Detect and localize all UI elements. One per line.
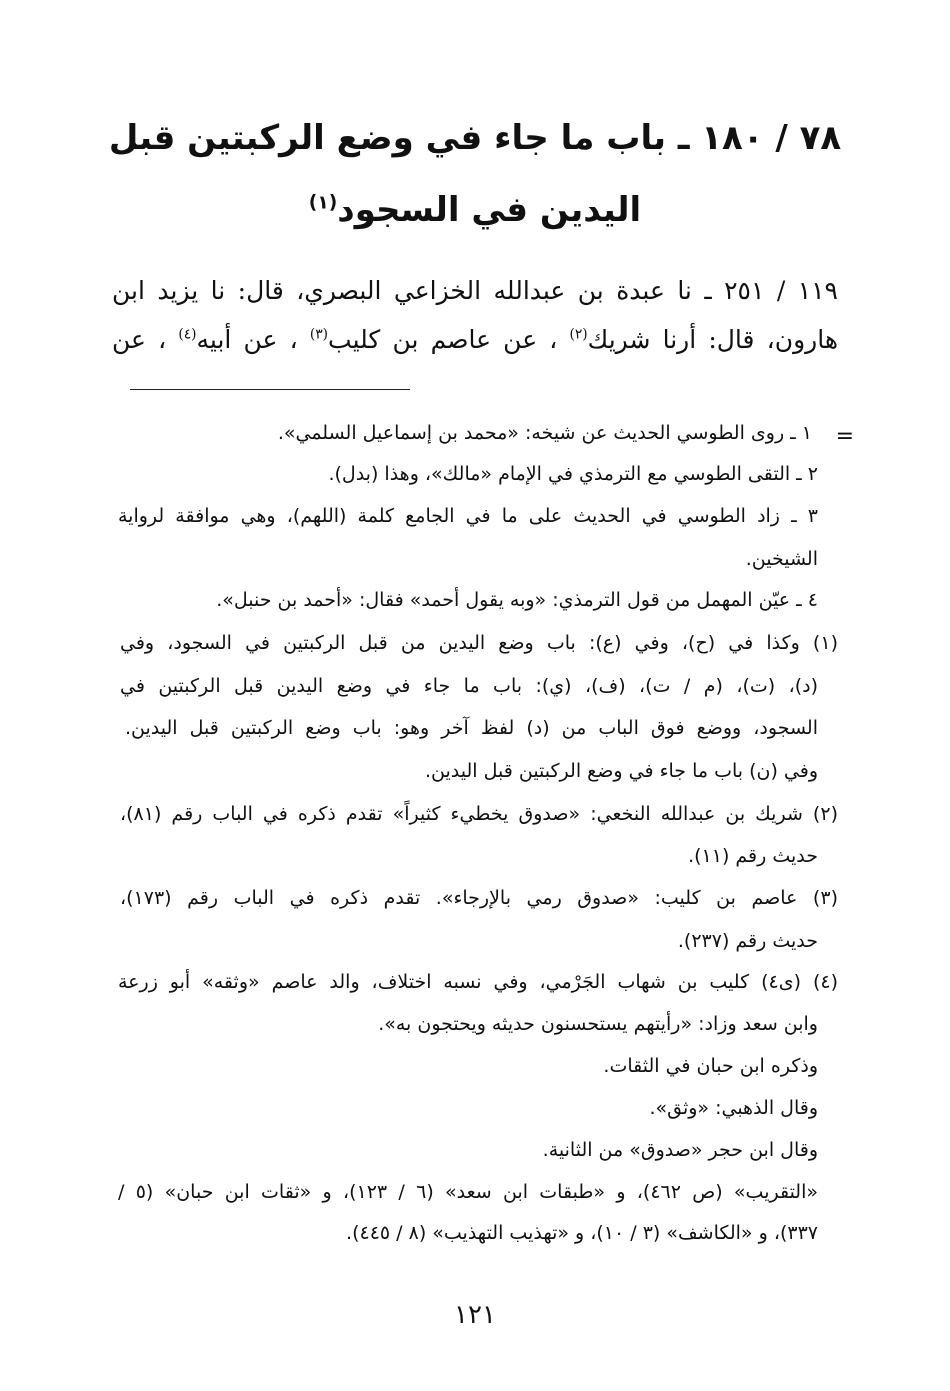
footnote-line: وفي (ن) باب ما جاء في وضع الركبتين قبل اليدين. bbox=[425, 760, 818, 782]
footnote-line: حديث رقم (٢٣٧). bbox=[677, 930, 818, 952]
hadith-text-part: ، عن bbox=[112, 325, 167, 354]
footnote-line: ١ ـ روى الطوسي الحديث عن شيخه: «محمد بن إسماعيل السلمي». bbox=[277, 422, 812, 444]
chapter-title-text: اليدين في السجود bbox=[337, 190, 642, 230]
footnote-line: (٢) شريك بن عبدالله النخعي: «صدوق يخطيء كثيراً» تقدم ذكره في الباب رقم (٨١)، bbox=[120, 803, 838, 825]
footnote-marker-4: (٤) bbox=[178, 326, 197, 343]
hadith-text-part: ، عن عاصم بن كليب bbox=[328, 325, 558, 354]
footnote-line: (٣) عاصم بن كليب: «صدوق رمي بالإرجاء». تقدم ذكره في الباب رقم (١٧٣)، bbox=[120, 887, 838, 909]
footnote-line: (٤) (ى٤) كليب بن شهاب الجَرْمي، وفي نسبه اختلاف، والد عاصم «وثقه» أبو زرعة bbox=[118, 971, 838, 993]
footnote-line: وابن سعد وزاد: «رأيتهم يستحسنون حديثه ويحتجون به». bbox=[378, 1013, 818, 1035]
page-number: ١٢١ bbox=[454, 1300, 496, 1330]
hadith-text-part: هارون، قال: أرنا شريك bbox=[587, 325, 839, 354]
footnote-marker-2: (٢) bbox=[569, 326, 588, 343]
footnote-line: وقال ابن حجر «صدوق» من الثانية. bbox=[542, 1139, 818, 1161]
hadith-line-1: ١١٩ / ٢٥١ ـ نا عبدة بن عبدالله الخزاعي البصري، قال: نا يزيد ابن bbox=[112, 276, 838, 305]
hadith-text-part: ، عن أبيه bbox=[196, 325, 298, 354]
chapter-title-line-1: ٧٨ / ١٨٠ ـ باب ما جاء في وضع الركبتين قبل bbox=[108, 118, 842, 158]
hadith-line-2 bbox=[112, 325, 838, 354]
footnote-line: ٢ ـ التقى الطوسي مع الترمذي في الإمام «مالك»، وهذا (بدل). bbox=[328, 463, 818, 485]
footnote-line: ٣٣٧)، و «الكاشف» (٣ / ١٠)، و «تهذيب التهذيب» (٨ / ٤٤٥). bbox=[346, 1222, 818, 1244]
continuation-mark: = bbox=[835, 424, 854, 449]
footnote-line: وذكره ابن حبان في الثقات. bbox=[603, 1055, 818, 1077]
footnote-line: ٤ ـ عيّن المهمل من قول الترمذي: «وبه يقول أحمد» فقال: «أحمد بن حنبل». bbox=[216, 589, 818, 611]
footnote-line: ٣ ـ زاد الطوسي في الحديث على ما في الجامع كلمة (اللهم)، وهي موافقة لرواية bbox=[118, 505, 818, 527]
footnote-line: (١) وكذا في (ح)، وفي (ع): باب وضع اليدين من قبل الركبتين في السجود، وفي bbox=[120, 632, 838, 654]
footnote-separator bbox=[130, 389, 410, 390]
footnote-line: الشيخين. bbox=[745, 548, 818, 570]
footnote-line: حديث رقم (١١). bbox=[688, 845, 818, 867]
footnote-marker-3: (٣) bbox=[309, 326, 329, 343]
footnote-line: (د)، (ت)، (م / ت)، (ف)، (ي): باب ما جاء في وضع اليدين قبل الركبتين في bbox=[120, 675, 818, 697]
chapter-title-line-2 bbox=[60, 190, 890, 230]
footnote-line: وقال الذهبي: «وثق». bbox=[649, 1097, 818, 1119]
footnote-line: السجود، ووضع فوق الباب من (د) لفظ آخر وهو: باب وضع الركبتين قبل اليدين. bbox=[125, 717, 818, 739]
title-footnote-marker: (١) bbox=[308, 192, 338, 214]
footnote-line: «التقريب» (ص ٤٦٢)، و «طبقات ابن سعد» (٦ / ١٢٣)، و «ثقات ابن حبان» (٥ / bbox=[118, 1181, 819, 1203]
